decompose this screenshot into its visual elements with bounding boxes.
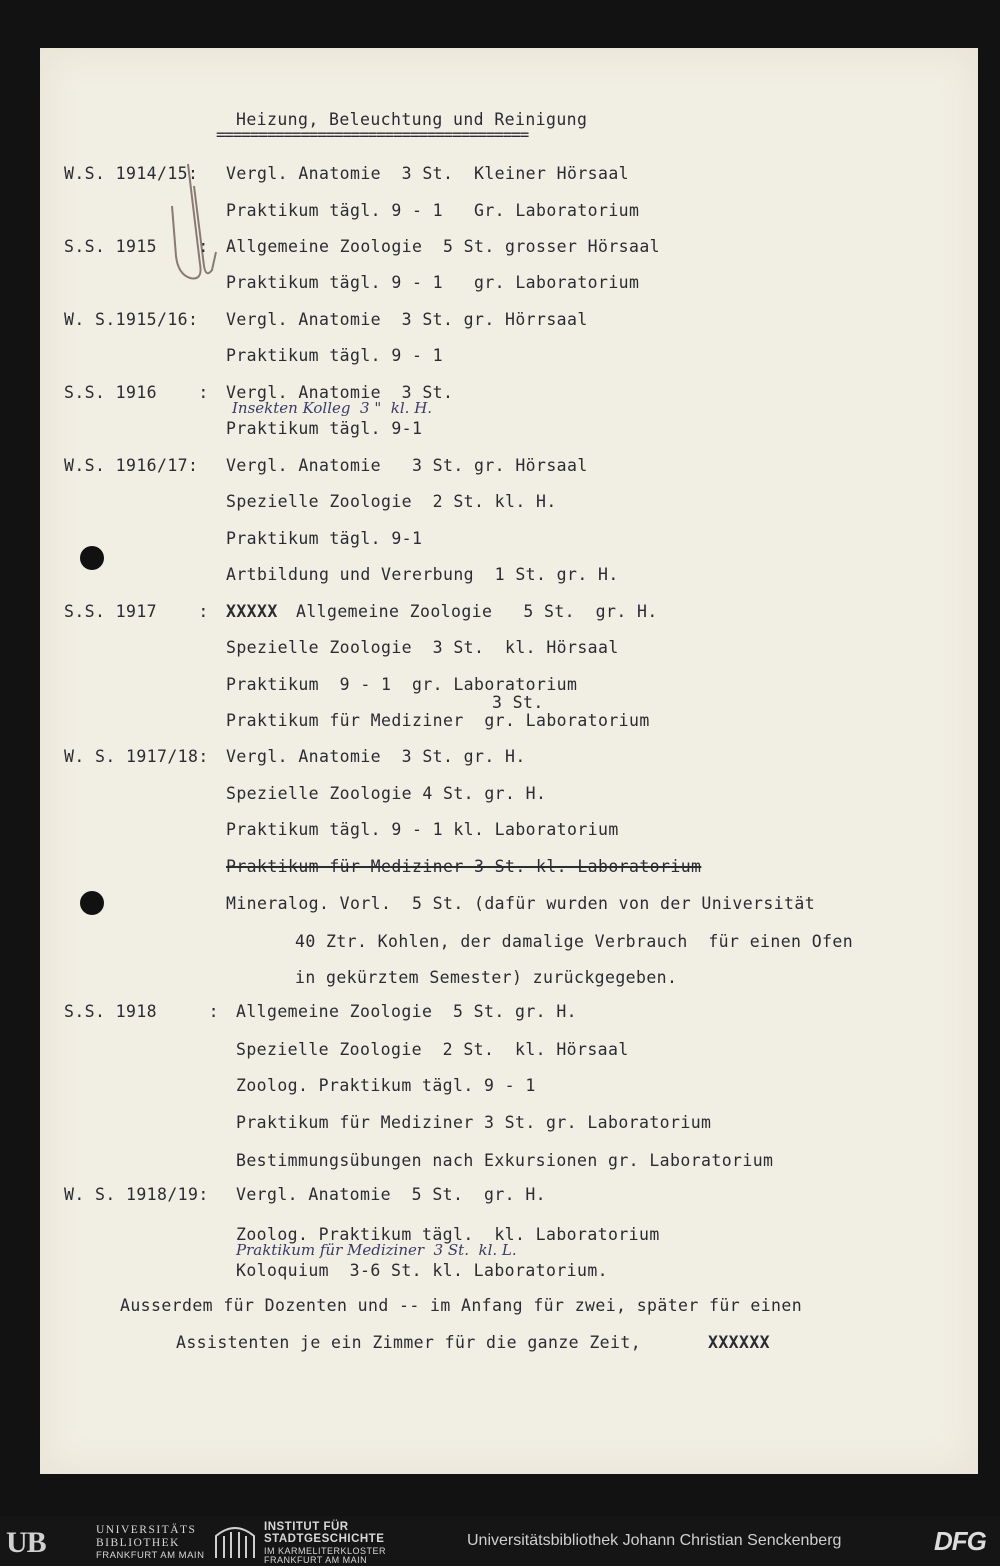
- course-line: Vergl. Anatomie 3 St.: [226, 383, 454, 402]
- course-line: 3 St.: [492, 693, 544, 712]
- course-line: Allgemeine Zoologie 5 St. gr. H.: [236, 1002, 578, 1021]
- institute-logo-line: INSTITUT FÜR: [264, 1521, 349, 1533]
- library-name: Universitätsbibliothek Johann Christian Senckenberg: [467, 1532, 842, 1549]
- institute-logo-line: IM KARMELITERKLOSTER: [264, 1546, 387, 1556]
- closing-line: Ausserdem für Dozenten und -- im Anfang für zwei, später für einen: [120, 1296, 803, 1315]
- punch-hole: [80, 891, 104, 915]
- course-line: Vergl. Anatomie 5 St. gr. H.: [236, 1185, 547, 1204]
- semester-label: S.S. 1918 :: [64, 1002, 220, 1021]
- course-line: Praktikum tägl. 9 - 1 kl. Laboratorium: [226, 820, 619, 839]
- semester-label: S.S. 1917 :: [64, 602, 209, 621]
- course-line: Praktikum tägl. 9-1: [226, 529, 423, 548]
- punch-hole: [80, 546, 104, 570]
- course-line: 40 Ztr. Kohlen, der damalige Verbrauch für einen Ofen: [295, 932, 854, 951]
- course-line: Praktikum tägl. 9-1: [226, 419, 423, 438]
- course-line: Praktikum tägl. 9 - 1 Gr. Laboratorium: [226, 201, 640, 220]
- semester-label: S.S. 1915 :: [64, 237, 209, 256]
- semester-label: W. S. 1917/18:: [64, 747, 209, 766]
- semester-label: W. S.1915/16:: [64, 310, 199, 329]
- course-line: Vergl. Anatomie 3 St. Kleiner Hörsaal: [226, 164, 630, 183]
- course-line: Praktikum tägl. 9 - 1 gr. Laboratorium: [226, 273, 640, 292]
- course-line: Praktikum 9 - 1 gr. Laboratorium: [226, 675, 578, 694]
- course-line: Vergl. Anatomie 3 St. gr. Hörrsaal: [226, 310, 588, 329]
- dfg-logo: DFG: [934, 1526, 986, 1556]
- semester-label: W.S. 1916/17:: [64, 456, 199, 475]
- course-line: Praktikum tägl. 9 - 1: [226, 346, 444, 365]
- ub-logo-line: UNIVERSITÄTS: [96, 1524, 197, 1536]
- closing-line: Assistenten je ein Zimmer für die ganze Zeit,: [176, 1333, 642, 1352]
- course-line: Spezielle Zoologie 2 St. kl. H.: [226, 492, 557, 511]
- struck-course-line: Praktikum für Mediziner 3 St. kl. Laboratorium: [226, 857, 702, 876]
- handwritten-note: Praktikum für Mediziner 3 St. kl. L.: [236, 1241, 517, 1259]
- semester-label: W. S. 1918/19:: [64, 1185, 209, 1204]
- course-line: Mineralog. Vorl. 5 St. (dafür wurden von der Universität: [226, 894, 816, 913]
- struck-text: XXXXXX: [708, 1333, 771, 1352]
- course-line: in gekürztem Semester) zurückgegeben.: [295, 968, 678, 987]
- course-line: Koloquium 3-6 St. kl. Laboratorium.: [236, 1261, 609, 1280]
- course-line: Allgemeine Zoologie 5 St. gr. H.: [296, 602, 658, 621]
- course-line: Allgemeine Zoologie 5 St. grosser Hörsaal: [226, 237, 661, 256]
- struck-text: XXXXX: [226, 602, 278, 621]
- course-line: Bestimmungsübungen nach Exkursionen gr. Laboratorium: [236, 1151, 774, 1170]
- course-line: Praktikum für Mediziner 3 St. gr. Laboratorium: [236, 1113, 712, 1132]
- document-title: Heizung, Beleuchtung und Reinigung: [236, 110, 588, 129]
- course-line: Spezielle Zoologie 4 St. gr. H.: [226, 784, 547, 803]
- course-line: Vergl. Anatomie 3 St. gr. H.: [226, 747, 526, 766]
- title-underline: =====================================: [216, 125, 529, 144]
- course-line: Spezielle Zoologie 3 St. kl. Hörsaal: [226, 638, 619, 657]
- ub-logo-line: FRANKFURT AM MAIN: [96, 1550, 205, 1561]
- ub-logo: UB: [6, 1526, 46, 1559]
- semester-label: S.S. 1916 :: [64, 383, 209, 402]
- course-line: Artbildung und Vererbung 1 St. gr. H.: [226, 565, 619, 584]
- ub-logo-line: BIBLIOTHEK: [96, 1537, 180, 1549]
- institute-logo-line: STADTGESCHICHTE: [264, 1533, 385, 1545]
- institute-logo-line: FRANKFURT AM MAIN: [264, 1555, 368, 1565]
- institute-building-icon: [214, 1522, 256, 1560]
- footer-bar: [0, 1516, 1000, 1566]
- handwritten-note: Insekten Kolleg 3 " kl. H.: [232, 399, 433, 417]
- semester-label: W.S. 1914/15:: [64, 164, 199, 183]
- course-line: Zoolog. Praktikum tägl. kl. Laboratorium: [236, 1225, 660, 1244]
- course-line: Praktikum für Mediziner gr. Laboratorium: [226, 711, 650, 730]
- course-line: Zoolog. Praktikum tägl. 9 - 1: [236, 1076, 536, 1095]
- course-line: Vergl. Anatomie 3 St. gr. Hörsaal: [226, 456, 588, 475]
- course-line: Spezielle Zoologie 2 St. kl. Hörsaal: [236, 1040, 629, 1059]
